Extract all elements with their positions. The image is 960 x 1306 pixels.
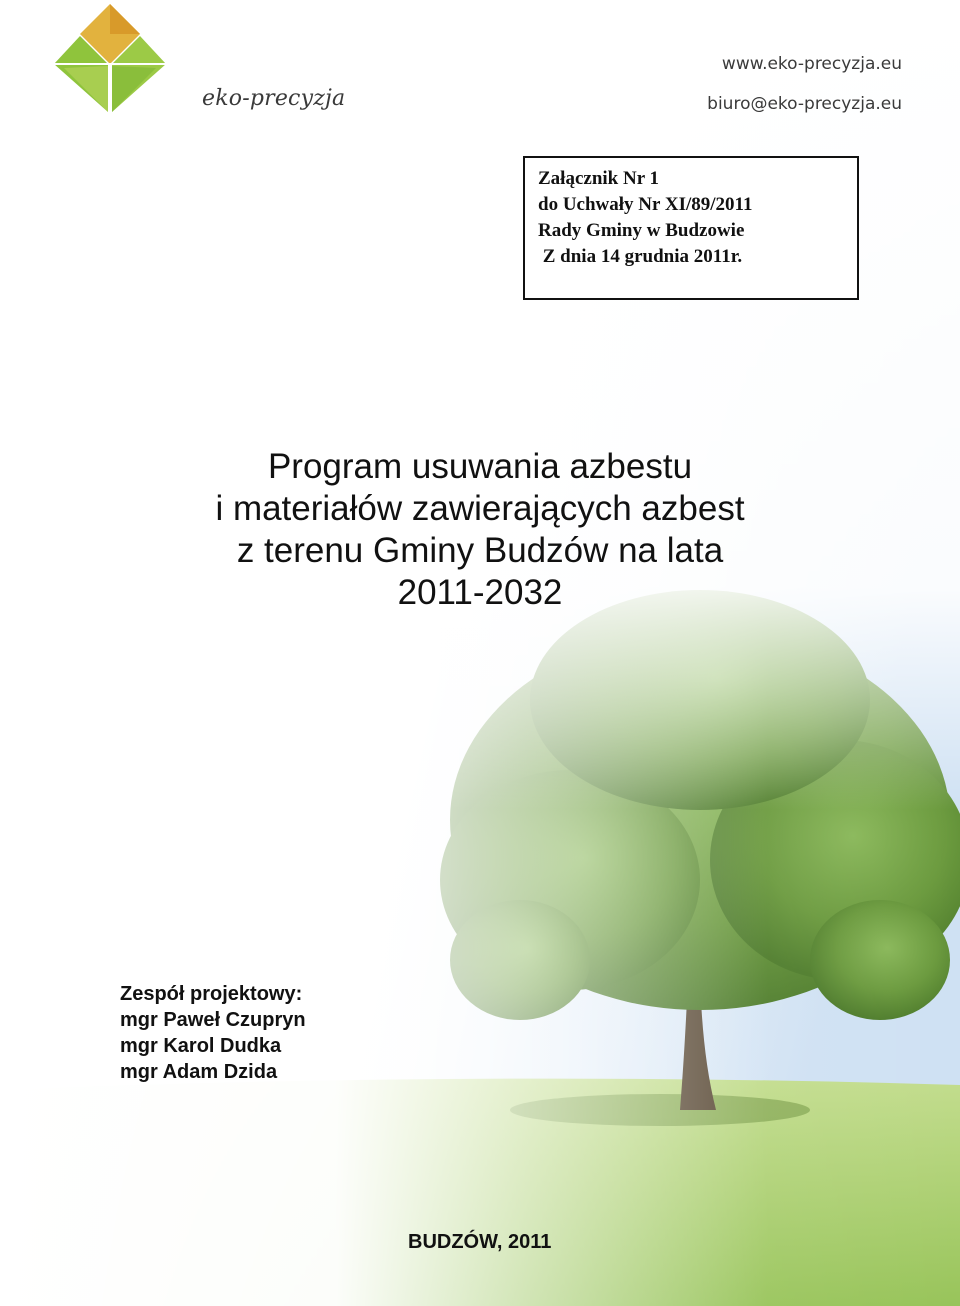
brand-name: eko-precyzja [202,86,346,111]
annex-line: Rady Gminy w Budzowie [538,220,745,241]
title-line: Program usuwania azbestu [267,447,693,486]
team-member: mgr Adam Dzida [120,1061,278,1083]
contact-info [707,44,902,124]
annex-line: do Uchwały Nr XI/89/2011 [538,194,753,215]
eko-precyzja-logo [50,0,346,130]
annex-box [523,156,859,300]
team-heading: Zespół projektowy: [120,983,303,1005]
title-line: i materiałów zawierających azbest [215,489,745,528]
project-team [120,981,306,1085]
team-member: mgr Karol Dudka [120,1035,282,1057]
email-link[interactable]: biuro@eko-precyzja.eu [707,94,902,114]
annex-line: Z dnia 14 grudnia 2011r. [538,246,743,267]
document-title [0,446,960,614]
website-link[interactable]: www.eko-precyzja.eu [721,54,902,74]
diamond-leaf-logo-icon [50,0,180,130]
place-year: BUDZÓW, 2011 [408,1231,552,1253]
team-member: mgr Paweł Czupryn [120,1009,306,1031]
annex-line: Załącznik Nr 1 [538,168,660,189]
title-line: z terenu Gminy Budzów na lata [236,531,724,570]
title-line: 2011-2032 [397,573,563,612]
